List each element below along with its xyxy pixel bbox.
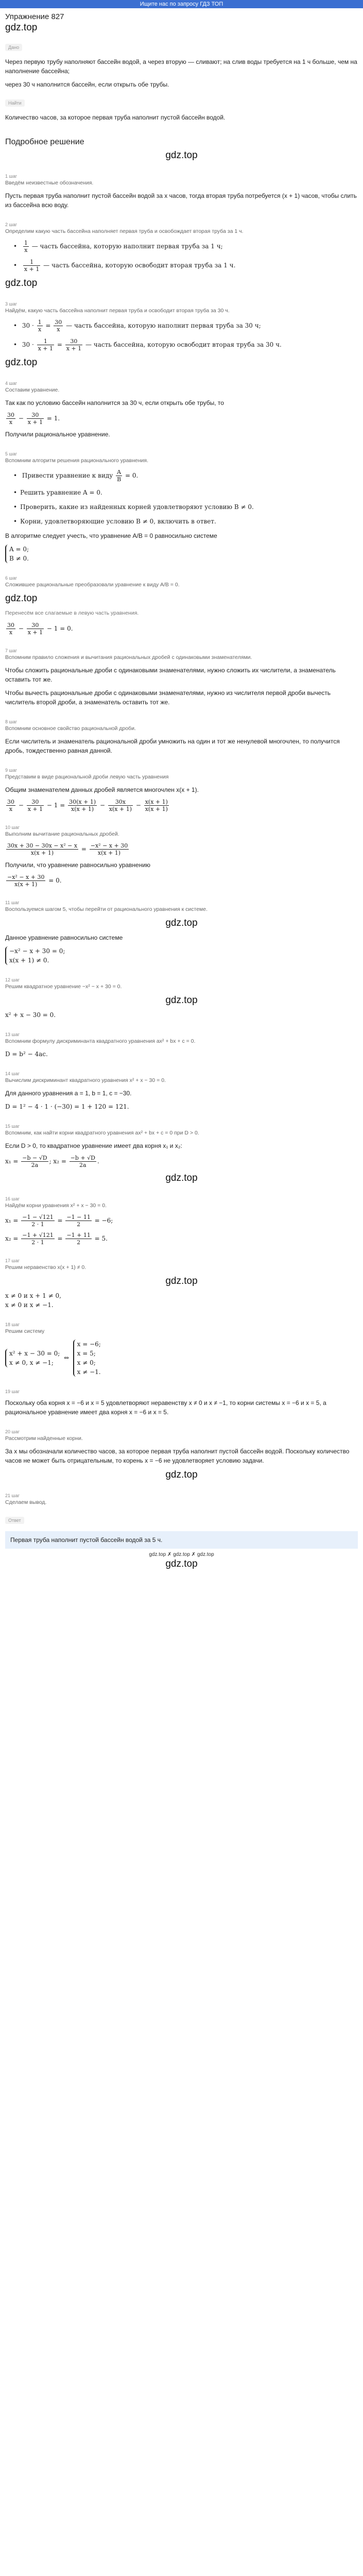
step-title: Вычислим дискриминант квадратного уравнения x² + x − 30 = 0. xyxy=(5,1077,166,1083)
watermark: gdz.top xyxy=(5,357,38,368)
step-text: Получили рациональное уравнение. xyxy=(5,431,110,438)
step-number: 5 шаг xyxy=(5,451,18,456)
algo-item: • Решить уравнение A = 0. xyxy=(13,488,358,497)
algo-item: • Корни, удовлетворяющие условию B ≠ 0, включить в ответ. xyxy=(13,517,358,526)
step-number: 21 шаг xyxy=(5,1493,20,1498)
watermark: gdz.top xyxy=(165,1173,198,1183)
step-title: Вспомним формулу дискриминанта квадратного уравнения ax² + bx + c = 0. xyxy=(5,1038,196,1044)
step-title: Решим неравенство x(x + 1) ≠ 0. xyxy=(5,1264,87,1270)
step-text: Перенесём все слагаемые в левую часть уравнения. xyxy=(5,610,139,616)
step-title: Вспомним, как найти корни квадратного уравнения ax² + bx + c = 0 при D > 0. xyxy=(5,1130,199,1136)
step-title: Составим уравнение. xyxy=(5,387,60,393)
step-number: 17 шаг xyxy=(5,1258,20,1263)
step-title: Решим систему xyxy=(5,1328,45,1334)
system: A = 0; B ≠ 0. xyxy=(5,545,29,563)
equation: x₁ = $\frac{-1 - √121}{2 \cdot 1}$ = $\frac{-1 - 11}{2}$ = −6; xyxy=(5,1214,113,1228)
task-find: Количество часов, за которое первая труба наполнит пустой бассейн водой. xyxy=(5,114,226,121)
formula-30-x: • 30 · $\frac{1}{x}$ = $\frac{30}{x}$ — часть бассейна, которую наполнит первая труба за 30 ч; xyxy=(13,319,358,333)
watermark: gdz.top xyxy=(165,1558,198,1569)
watermark: gdz.top xyxy=(165,1469,198,1480)
step-number: 14 шаг xyxy=(5,1071,20,1076)
step-text: Для данного уравнения a = 1, b = 1, c = −30. xyxy=(5,1090,132,1097)
step-text: Чтобы вычесть рациональные дроби с одинаковыми знаменателями, нужно из числителя первой дроби вычесть числитель второй дроби, а знаменатель оставить тот же. xyxy=(5,689,331,706)
step-number: 13 шаг xyxy=(5,1032,20,1037)
step-number: 11 шаг xyxy=(5,900,20,905)
exercise-title: Упражнение 827 xyxy=(5,12,64,21)
algo-item: • Проверить, какие из найденных корней удовлетворяют условию B ≠ 0. xyxy=(13,502,358,512)
equation: D = b² − 4ac. xyxy=(5,1050,48,1058)
step-number: 19 шаг xyxy=(5,1389,20,1394)
step-title: Сделаем вывод. xyxy=(5,1499,47,1505)
step-number: 16 шаг xyxy=(5,1196,20,1201)
step-number: 12 шаг xyxy=(5,977,20,982)
equation: x₂ = $\frac{-1 + √121}{2 \cdot 1}$ = $\frac{-1 + 11}{2}$ = 5. xyxy=(5,1232,108,1246)
answer-label: Ответ xyxy=(5,1517,24,1524)
algo-item: • Привести уравнение к виду $\frac{A}{B}$ = 0. xyxy=(13,469,358,483)
step-title: Решим квадратное уравнение −x² − x + 30 = 0. xyxy=(5,984,122,990)
watermark: gdz.top xyxy=(165,995,198,1006)
given-label: Дано xyxy=(5,44,22,51)
equation: x ≠ 0 и x + 1 ≠ 0, x ≠ 0 и x ≠ −1. xyxy=(5,1292,61,1309)
step-text: Данное уравнение равносильно системе xyxy=(5,934,123,941)
formula-1-x1: • $\frac{1}{x + 1}$ — часть бассейна, которую освободит вторая труба за 1 ч. xyxy=(13,259,358,273)
step-number: 6 шаг xyxy=(5,575,18,581)
equation: $\frac{30}{x}$ − $\frac{30}{x + 1}$ − 1 = 0. xyxy=(7,622,73,636)
step-number: 15 шаг xyxy=(5,1124,20,1129)
step-title: Определим какую часть бассейна наполняет первая труба и освобождает вторая труба за 1 ч. xyxy=(5,228,244,234)
step-text: Пусть первая труба наполнит пустой бассейн водой за x часов, тогда вторая труба потребуется (x + 1) часов, чтобы слить из бассейна всю воду. xyxy=(5,192,357,209)
watermark: gdz.top xyxy=(5,278,38,289)
task-p1: Через первую трубу наполняют бассейн водой, а через вторую — сливают; на слив воды требуется на 1 ч больше, чем на наполнение бассейна; xyxy=(5,58,357,75)
step-number: 3 шаг xyxy=(5,301,18,307)
step-number: 4 шаг xyxy=(5,381,18,386)
watermark: gdz.top xyxy=(165,1276,198,1286)
step-number: 9 шаг xyxy=(5,768,18,773)
step-title: Вспомним основное свойство рациональной дроби. xyxy=(5,725,136,732)
step-title: Вспомним правило сложения и вычитания рациональных дробей с одинаковыми знаменателями. xyxy=(5,654,252,660)
watermark: gdz.top xyxy=(5,593,38,604)
equation: x² + x − 30 = 0. xyxy=(5,1011,56,1019)
step-title: Найдём корни уравнения x² + x − 30 = 0. xyxy=(5,1202,107,1209)
equation: $\frac{30}{x}$ − $\frac{30}{x + 1}$ − 1 = $\frac{30(x + 1)}{x(x + 1)}$ − $\frac{30x}{x(x + 1)}$ − $\frac{x(x + 1)}{x(x + 1)}$ xyxy=(7,799,168,812)
formula-30-x1: • 30 · $\frac{1}{x + 1}$ = $\frac{30}{x + 1}$ — часть бассейна, которую освободит вторая труба за 30 ч. xyxy=(13,338,358,352)
step-number: 2 шаг xyxy=(5,222,18,227)
step-number: 1 шаг xyxy=(5,174,18,179)
step-text: Общим знаменателем данных дробей является многочлен x(x + 1). xyxy=(5,786,199,793)
step-text: Чтобы сложить рациональные дроби с одинаковыми знаменателями, нужно сложить их числители, а знаменатель оставить тот же. xyxy=(5,667,336,683)
watermark: gdz.top xyxy=(165,918,198,928)
step-number: 18 шаг xyxy=(5,1322,20,1327)
top-banner[interactable]: Ищите нас по запросу ГДЗ ТОП xyxy=(0,0,363,8)
system: −x² − x + 30 = 0; x(x + 1) ≠ 0. xyxy=(5,946,65,965)
step-text: Если числитель и знаменатель рациональной дроби умножить на один и тот же ненулевой многочлен, то получится дробь, тождественно равная данной. xyxy=(5,738,340,754)
step-text: Так как по условию бассейн наполнится за 30 ч, если открыть обе трубы, то xyxy=(5,399,224,406)
watermark: gdz.top xyxy=(165,150,198,161)
step-title: Вспомним алгоритм решения рационального уравнения. xyxy=(5,457,148,464)
step-title: Рассмотрим найденные корни. xyxy=(5,1435,83,1442)
step-title: Выполним вычитание рациональных дробей. xyxy=(5,831,119,837)
find-label: Найти xyxy=(5,99,25,107)
equation: D = 1² − 4 · 1 · (−30) = 1 + 120 = 121. xyxy=(5,1103,129,1110)
equation: $\frac{\text{−x² − x + 30}}{x(x + 1)}$ = 0. xyxy=(7,874,62,888)
step-text: За x мы обозначали количество часов, за которое первая труба наполнит пустой бассейн водой. Поскольку количество часов не может быть отрицательным, то корень x = −6 не удовлетворяет условию задачи. xyxy=(5,1448,350,1464)
step-number: 8 шаг xyxy=(5,719,18,724)
step-text: В алгоритме следует учесть, что уравнение A/B = 0 равносильно системе xyxy=(5,532,217,539)
equation: x₁ = $\frac{-b - √D}{2a}$ ; x₂ = $\frac{-b + √D}{2a}$ . xyxy=(5,1155,99,1168)
content xyxy=(0,12,363,1570)
step-title: Найдём, какую часть бассейна наполнит первая труба и освободит вторая труба за 30 ч. xyxy=(5,308,230,314)
step-text: Поскольку оба корня x = −6 и x = 5 удовлетворяют неравенству x ≠ 0 и x ≠ −1, то корни системы x = −6 и x = 5, а рациональное уравнение имеет два корня x = −6 и x = 5. xyxy=(5,1399,326,1416)
equation: $\frac{\text{30x + 30 − 30x − x² − x}}{x(x + 1)}$ = $\frac{\text{−x² − x + 30}}{x(x + 1)}$ xyxy=(7,842,128,856)
watermark: gdz.top xyxy=(5,22,38,33)
task-p2: через 30 ч наполнится бассейн, если открыть обе трубы. xyxy=(5,81,169,88)
step-title: Воспользуемся шагом 5, чтобы перейти от рационального уравнения к системе. xyxy=(5,906,208,912)
step-title: Представим в виде рациональной дроби левую часть уравнения xyxy=(5,774,169,780)
equation: $\frac{30}{x}$ − $\frac{30}{x + 1}$ = 1. xyxy=(7,412,60,426)
formula-1-x: • $\frac{1}{x}$ — часть бассейна, которую наполнит первая труба за 1 ч; xyxy=(13,240,358,253)
footer-watermark: gdz.top ✗ gdz.top ✗ gdz.top xyxy=(149,1552,214,1557)
step-number: 10 шаг xyxy=(5,825,20,830)
answer-text: Первая труба наполнит пустой бассейн водой за 5 ч. xyxy=(10,1536,163,1544)
step-text: Получили, что уравнение равносильно уравнению xyxy=(5,861,151,869)
step-text: Если D > 0, то квадратное уравнение имеет два корня x₁ и x₂: xyxy=(5,1142,182,1149)
step-title: Сложившее рациональные преобразовали уравнение к виду A/B = 0. xyxy=(5,582,180,588)
step-number: 20 шаг xyxy=(5,1429,20,1434)
system-row: x² + x − 30 = 0; x ≠ 0, x ≠ −1; ⇔ x = −6; x = 5; x ≠ 0; x ≠ −1. xyxy=(5,1340,358,1377)
solution-title: Подробное решение xyxy=(5,138,84,146)
answer-box xyxy=(5,1531,358,1549)
step-number: 7 шаг xyxy=(5,648,18,653)
step-title: Введём неизвестные обозначения. xyxy=(5,180,94,186)
